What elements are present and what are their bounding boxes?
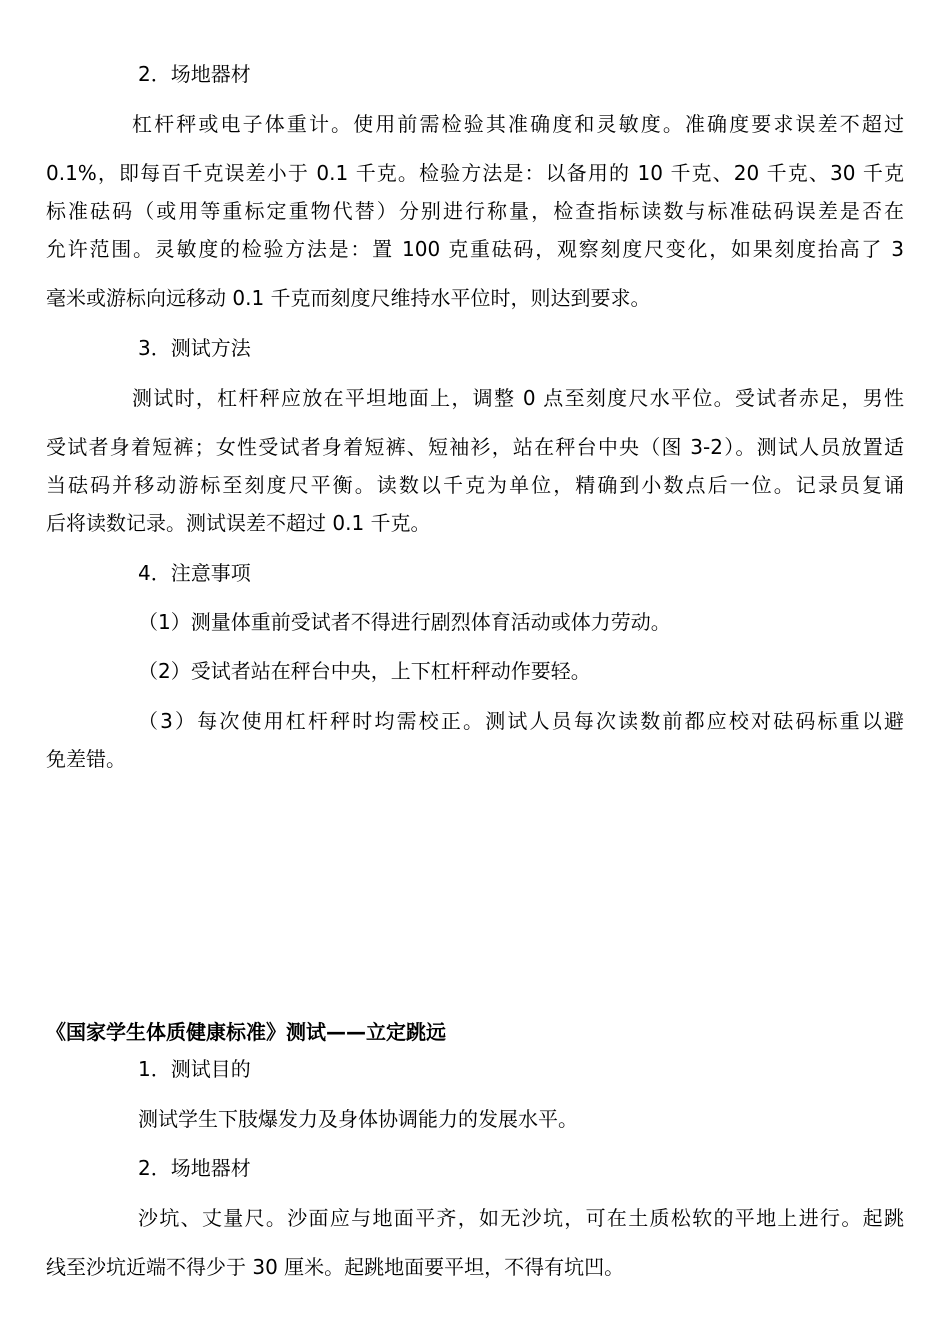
method-heading: 3．测试方法 bbox=[138, 336, 251, 360]
method-line-1: 测试时，杠杆秤应放在平坦地面上，调整 0 点至刻度尺水平位。受试者赤足，男性 bbox=[132, 386, 904, 410]
equipment-line-1: 杠杆秤或电子体重计。使用前需检验其准确度和灵敏度。准确度要求误差不超过 bbox=[132, 112, 904, 136]
jump-purpose-text: 测试学生下肢爆发力及身体协调能力的发展水平。 bbox=[138, 1107, 578, 1131]
method-line-2: 受试者身着短裤；女性受试者身着短裤、短袖衫，站在秤台中央（图 3-2）。测试人员放置适 bbox=[46, 435, 904, 459]
equipment-line-3: 标准砝码（或用等重标定重物代替）分别进行称量，检查指标读数与标准砝码误差是否在 bbox=[46, 199, 904, 223]
equipment-line-4: 允许范围。灵敏度的检验方法是：置 100 克重砝码，观察刻度尺变化，如果刻度抬高了 3 bbox=[46, 237, 904, 261]
equipment-line-5: 毫米或游标向远移动 0.1 千克而刻度尺维持水平位时，则达到要求。 bbox=[46, 286, 651, 310]
jump-equipment-line-1: 沙坑、丈量尺。沙面应与地面平齐，如无沙坑，可在土质松软的平地上进行。起跳 bbox=[138, 1206, 904, 1230]
notes-heading: 4．注意事项 bbox=[138, 561, 251, 585]
notes-item-3-continued: 免差错。 bbox=[46, 747, 126, 771]
notes-item-2: （2）受试者站在秤台中央，上下杠杆秤动作要轻。 bbox=[138, 659, 591, 683]
method-line-3: 当砝码并移动游标至刻度尺平衡。读数以千克为单位，精确到小数点后一位。记录员复诵 bbox=[46, 473, 904, 497]
method-line-4: 后将读数记录。测试误差不超过 0.1 千克。 bbox=[46, 511, 431, 535]
jump-equipment-heading: 2．场地器材 bbox=[138, 1156, 251, 1180]
notes-item-1: （1）测量体重前受试者不得进行剧烈体育活动或体力劳动。 bbox=[138, 610, 671, 634]
equipment-line-2: 0.1%，即每百千克误差小于 0.1 千克。检验方法是：以备用的 10 千克、20 千克、30 千克 bbox=[46, 161, 904, 185]
jump-section-title: 《国家学生体质健康标准》测试——立定跳远 bbox=[46, 1020, 446, 1044]
notes-item-3: （3）每次使用杠杆秤时均需校正。测试人员每次读数前都应校对砝码标重以避 bbox=[138, 709, 904, 733]
equipment-heading: 2．场地器材 bbox=[138, 62, 251, 86]
jump-equipment-line-2: 线至沙坑近端不得少于 30 厘米。起跳地面要平坦，不得有坑凹。 bbox=[46, 1255, 625, 1279]
jump-purpose-heading: 1．测试目的 bbox=[138, 1057, 251, 1081]
